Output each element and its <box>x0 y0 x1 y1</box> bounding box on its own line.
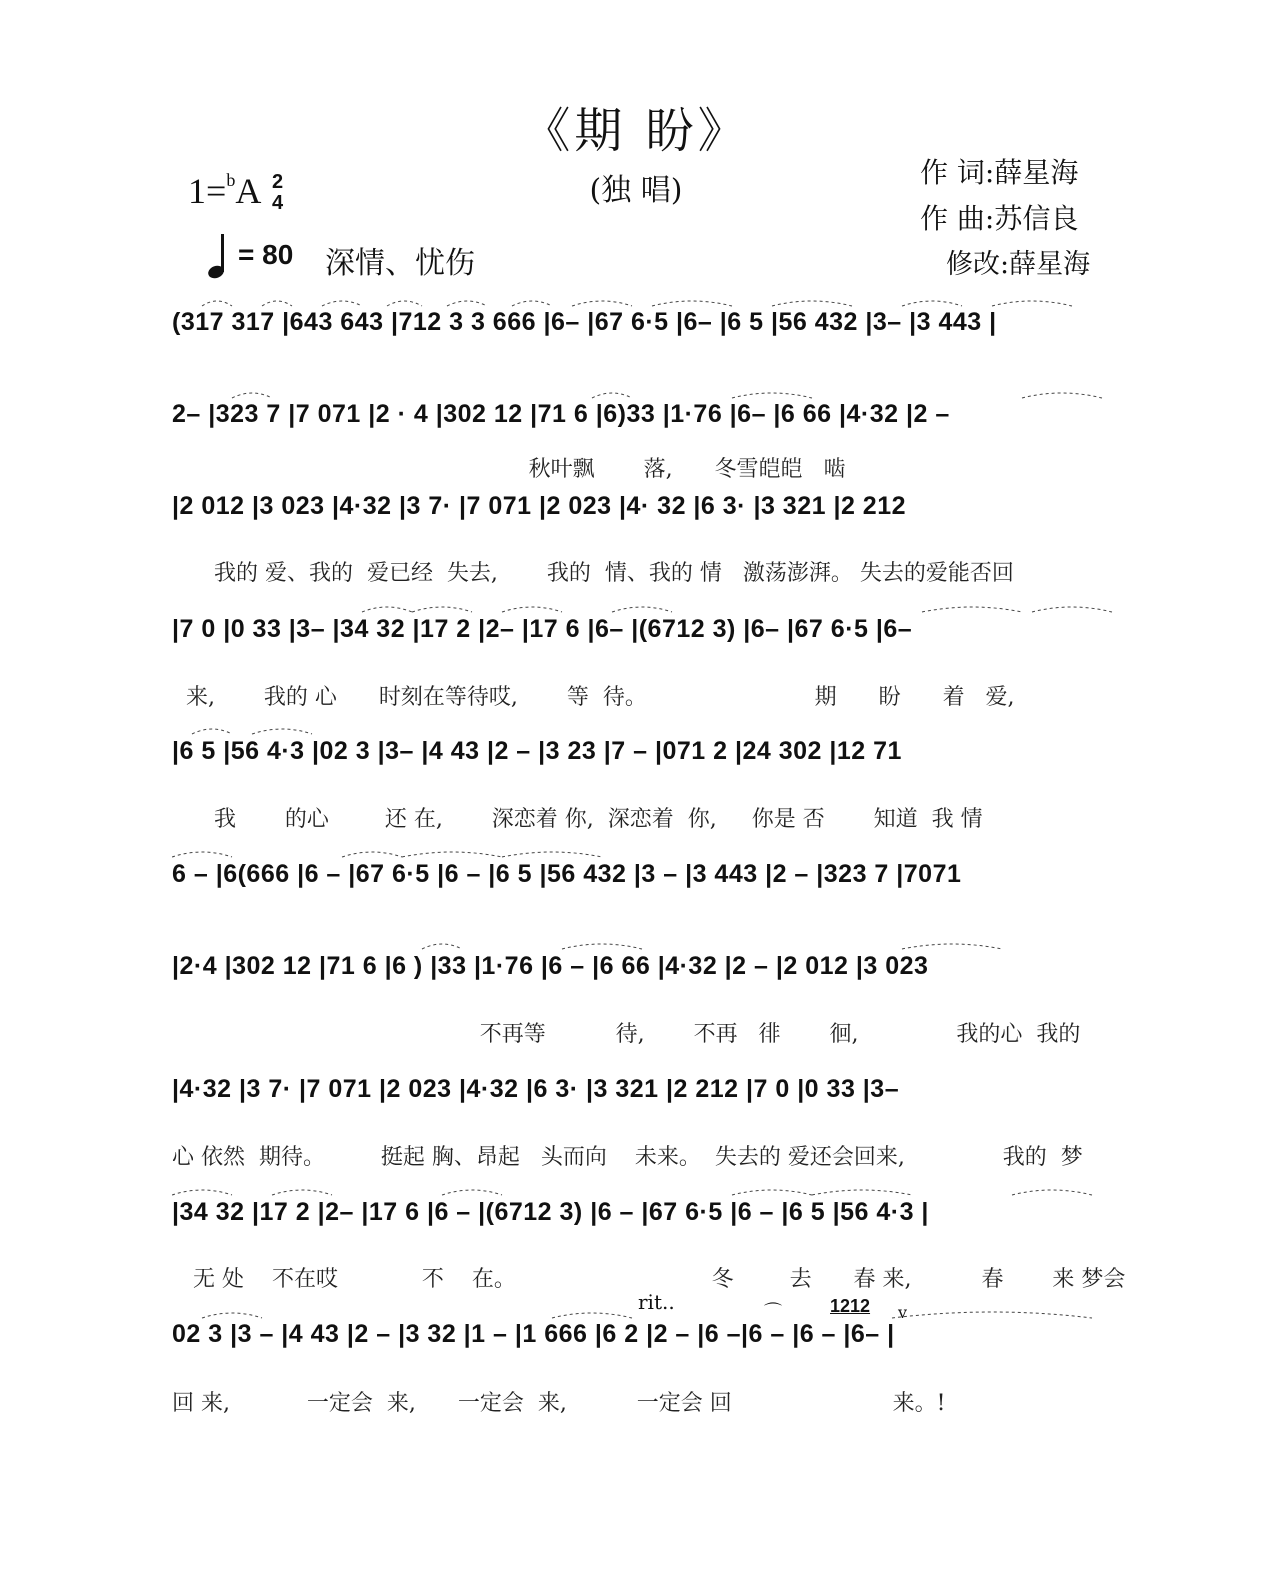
score-line-8: |4·32 |3 7· |7 071 |2 023 |4·32 |6 3· |3 321 |2 212 |7 0 |0 33 |3– <box>172 1075 900 1103</box>
lyric-line-3: 我的 爱、我的 爱已经 失去, 我的 情、我的 情 激荡澎湃。 失去的爱能否回 <box>172 561 1014 586</box>
score-line-1: (317 317 |643 643 |712 3 3 666 |6– |67 6·5 |6– |6 5 |56 432 |3– |3 443 | <box>172 308 997 336</box>
time-signature-top: 2 <box>272 171 284 193</box>
tempo-marking <box>208 232 293 278</box>
tempo-value: = 80 <box>238 239 294 270</box>
quarter-note-icon <box>208 232 230 278</box>
fermata-icon: ⌒ <box>764 1302 782 1323</box>
key-letter: A <box>235 171 262 211</box>
score-line-2: 2– |323 7 |7 071 |2 · 4 |302 12 |71 6 |6)33 |1·76 |6– |6 66 |4·32 |2 – <box>172 400 950 428</box>
slur-marks-line-2 <box>172 386 1142 400</box>
lyric-line-9: 无 处 不在哎 不 在。 冬 去 春 来, 春 来 梦会 <box>172 1267 1126 1292</box>
time-signature <box>272 172 283 214</box>
mood-marking: 深情、忧伤 <box>325 246 475 281</box>
key-prefix: 1= <box>188 171 227 211</box>
song-title: 《期 盼》 <box>522 103 750 159</box>
slur-marks-line-9 <box>172 1183 1142 1197</box>
ritardando-marking: rit.. <box>638 1290 675 1314</box>
breath-mark: v <box>898 1303 908 1322</box>
lyric-line-10: 回 来, 一定会 来, 一定会 来, 一定会 回 来。! <box>172 1391 946 1416</box>
editor-credit: 修改:薛星海 <box>946 249 1091 280</box>
slur-marks-line-10 <box>172 1306 1142 1320</box>
key-signature <box>188 170 261 212</box>
lyric-line-2: 秋叶飘 落, 冬雪皑皑 啮 <box>172 457 846 482</box>
slur-marks-line-7 <box>172 937 1142 951</box>
slur-marks-line-4 <box>172 600 1142 614</box>
lyric-line-7: 不再等 待, 不再 徘 徊, 我的心 我的 <box>172 1022 1081 1047</box>
score-line-3: |2 012 |3 023 |4·32 |3 7· |7 071 |2 023 |4· 32 |6 3· |3 321 |2 212 <box>172 492 907 520</box>
score-line-5: |6 5 |56 4·3 |02 3 |3– |4 43 |2 – |3 23 |7 – |071 2 |24 302 |12 71 <box>172 737 902 765</box>
score-line-7: |2·4 |302 12 |71 6 |6 ) |33 |1·76 |6 – |6 66 |4·32 |2 – |2 012 |3 023 <box>172 952 929 980</box>
lyric-line-4: 来, 我的 心 时刻在等待哎, 等 待。 期 盼 着 爱, <box>172 685 1015 710</box>
score-line-9: |34 32 |17 2 |2– |17 6 |6 – |(6712 3) |6 – |67 6·5 |6 – |6 5 |56 4·3 | <box>172 1198 929 1226</box>
lyric-line-8: 心 依然 期待。 挺起 胸、昂起 头而向 未来。 失去的 爱还会回来, 我的 梦 <box>172 1145 1083 1170</box>
key-flat: b <box>226 170 236 190</box>
slur-marks-line-5 <box>172 722 1142 736</box>
score-line-4: |7 0 |0 33 |3– |34 32 |17 2 |2– |17 6 |6– |(6712 3) |6– |67 6·5 |6– <box>172 615 913 643</box>
lyricist-credit: 作 词:薛星海 <box>920 156 1079 189</box>
composer-credit: 作 曲:苏信良 <box>920 202 1079 235</box>
score-line-6: 6 – |6(666 |6 – |67 6·5 |6 – |6 5 |56 432 |3 – |3 443 |2 – |323 7 |7071 <box>172 860 962 888</box>
slur-marks-line-6 <box>172 845 1142 859</box>
slur-marks-line-1 <box>172 294 1142 308</box>
score-line-10: 02 3 |3 – |4 43 |2 – |3 32 |1 – |1 666 |6 2 |2 – |6 –|6 – |6 – |6– | <box>172 1320 895 1348</box>
credits <box>920 150 1090 288</box>
grace-notes: 1212 <box>830 1296 871 1316</box>
song-subtitle: (独 唱) <box>589 173 683 208</box>
lyric-line-5: 我 的心 还 在, 深恋着 你, 深恋着 你, 你是 否 知道 我 情 <box>172 807 983 832</box>
time-signature-bottom: 4 <box>272 192 284 214</box>
